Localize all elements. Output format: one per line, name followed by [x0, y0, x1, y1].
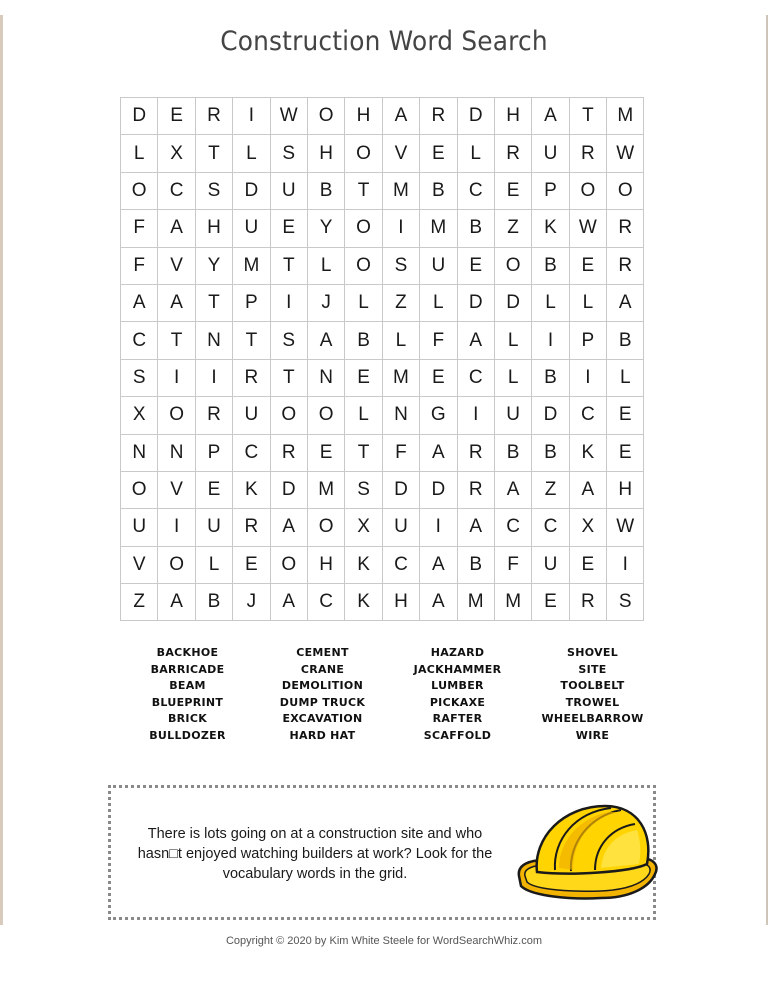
grid-cell[interactable]: R	[271, 435, 308, 472]
grid-cell[interactable]: W	[271, 98, 308, 135]
grid-cell[interactable]: V	[121, 547, 158, 584]
grid-cell[interactable]: L	[345, 285, 382, 322]
grid-cell[interactable]: Z	[121, 584, 158, 621]
grid-cell[interactable]: F	[383, 435, 420, 472]
grid-cell[interactable]: R	[495, 135, 532, 172]
grid-cell[interactable]: M	[458, 584, 495, 621]
grid-cell[interactable]: H	[383, 584, 420, 621]
grid-cell[interactable]: W	[607, 135, 644, 172]
grid-cell[interactable]: B	[532, 360, 569, 397]
grid-cell[interactable]: B	[420, 173, 457, 210]
grid-cell[interactable]: I	[570, 360, 607, 397]
grid-cell[interactable]: E	[570, 547, 607, 584]
grid-cell[interactable]: S	[271, 135, 308, 172]
grid-cell[interactable]: A	[458, 509, 495, 546]
grid-cell[interactable]: D	[420, 472, 457, 509]
page-border-left	[0, 15, 3, 925]
grid-cell[interactable]: R	[607, 210, 644, 247]
grid-cell[interactable]: R	[570, 135, 607, 172]
grid-cell[interactable]: S	[196, 173, 233, 210]
grid-cell[interactable]: A	[532, 98, 569, 135]
grid-cell[interactable]: O	[607, 173, 644, 210]
grid-cell[interactable]: I	[607, 547, 644, 584]
grid-cell[interactable]: S	[271, 322, 308, 359]
grid-cell[interactable]: K	[345, 547, 382, 584]
grid-cell[interactable]: O	[308, 397, 345, 434]
word-list-item: JACKHAMMER	[413, 662, 502, 676]
grid-cell[interactable]: D	[121, 98, 158, 135]
grid-cell[interactable]: X	[345, 509, 382, 546]
grid-cell[interactable]: L	[383, 322, 420, 359]
word-list-item: BARRICADE	[150, 662, 225, 676]
grid-cell[interactable]: T	[196, 285, 233, 322]
grid-cell[interactable]: U	[196, 509, 233, 546]
grid-cell[interactable]: M	[607, 98, 644, 135]
grid-cell[interactable]: E	[308, 435, 345, 472]
grid-cell[interactable]: J	[308, 285, 345, 322]
grid-cell[interactable]: V	[158, 472, 195, 509]
word-list-item: PICKAXE	[429, 695, 486, 709]
grid-cell[interactable]: O	[345, 135, 382, 172]
grid-cell[interactable]: B	[607, 322, 644, 359]
grid-cell[interactable]: C	[532, 509, 569, 546]
grid-cell[interactable]: H	[196, 210, 233, 247]
grid-cell[interactable]: K	[570, 435, 607, 472]
grid-cell[interactable]: O	[121, 173, 158, 210]
grid-cell[interactable]: N	[383, 397, 420, 434]
word-list-column	[390, 645, 525, 745]
grid-cell[interactable]: R	[420, 98, 457, 135]
grid-cell[interactable]: E	[495, 173, 532, 210]
grid-cell[interactable]: I	[196, 360, 233, 397]
grid-cell[interactable]: M	[383, 173, 420, 210]
info-text: There is lots going on at a construction site and who hasn□t enjoyed watching builders at work? Look for the vocabulary words in the grid.	[137, 826, 493, 882]
grid-cell[interactable]: M	[495, 584, 532, 621]
grid-cell[interactable]: I	[271, 285, 308, 322]
grid-cell[interactable]: M	[383, 360, 420, 397]
grid-cell[interactable]: T	[345, 435, 382, 472]
grid-cell[interactable]: A	[121, 285, 158, 322]
grid-cell[interactable]: D	[383, 472, 420, 509]
grid-cell[interactable]: U	[271, 173, 308, 210]
word-list-item: BEAM	[169, 679, 206, 693]
grid-cell[interactable]: O	[271, 547, 308, 584]
grid-cell[interactable]: K	[233, 472, 270, 509]
grid-cell[interactable]: L	[233, 135, 270, 172]
grid-cell[interactable]: U	[233, 397, 270, 434]
grid-cell[interactable]: T	[233, 322, 270, 359]
grid-cell[interactable]: U	[532, 135, 569, 172]
grid-cell[interactable]: X	[570, 509, 607, 546]
grid-cell[interactable]: C	[158, 173, 195, 210]
grid-cell[interactable]: U	[233, 210, 270, 247]
grid-cell[interactable]: A	[420, 584, 457, 621]
grid-cell[interactable]: F	[420, 322, 457, 359]
grid-cell[interactable]: A	[607, 285, 644, 322]
grid-cell[interactable]: E	[458, 248, 495, 285]
grid-cell[interactable]: V	[158, 248, 195, 285]
grid-cell[interactable]: M	[233, 248, 270, 285]
word-list-item: BLUEPRINT	[151, 695, 224, 709]
grid-cell[interactable]: P	[196, 435, 233, 472]
grid-cell[interactable]: Y	[308, 210, 345, 247]
grid-cell[interactable]: A	[495, 472, 532, 509]
grid-cell[interactable]: R	[233, 509, 270, 546]
grid-cell[interactable]: E	[233, 547, 270, 584]
grid-cell[interactable]: C	[383, 547, 420, 584]
grid-cell[interactable]: A	[158, 285, 195, 322]
grid-cell[interactable]: U	[532, 547, 569, 584]
word-list-item: CEMENT	[296, 646, 349, 659]
grid-cell[interactable]: L	[495, 322, 532, 359]
grid-cell[interactable]: C	[458, 360, 495, 397]
word-list	[120, 645, 660, 745]
word-list-column	[255, 645, 390, 745]
grid-cell[interactable]: O	[345, 248, 382, 285]
grid-cell[interactable]: O	[271, 397, 308, 434]
grid-cell[interactable]: L	[458, 135, 495, 172]
word-list-item: SHOVEL	[566, 646, 619, 659]
grid-cell[interactable]: E	[345, 360, 382, 397]
word-list-item: HARD HAT	[289, 728, 356, 742]
word-list-item: LUMBER	[431, 679, 484, 693]
word-list-item: TOOLBELT	[560, 679, 625, 693]
word-list-item: BACKHOE	[156, 646, 219, 659]
grid-cell[interactable]: L	[308, 248, 345, 285]
grid-cell[interactable]: B	[532, 248, 569, 285]
grid-cell[interactable]: O	[158, 397, 195, 434]
grid-cell[interactable]: N	[158, 435, 195, 472]
grid-cell[interactable]: L	[570, 285, 607, 322]
grid-cell[interactable]: F	[495, 547, 532, 584]
grid-cell[interactable]: E	[607, 435, 644, 472]
grid-cell[interactable]: E	[532, 584, 569, 621]
grid-cell[interactable]: T	[570, 98, 607, 135]
grid-cell[interactable]: H	[495, 98, 532, 135]
grid-cell[interactable]: M	[420, 210, 457, 247]
grid-cell[interactable]: L	[121, 135, 158, 172]
grid-cell[interactable]: O	[308, 509, 345, 546]
grid-cell[interactable]: U	[420, 248, 457, 285]
grid-cell[interactable]: T	[158, 322, 195, 359]
grid-cell[interactable]: C	[570, 397, 607, 434]
grid-cell[interactable]: Z	[383, 285, 420, 322]
grid-cell[interactable]: B	[458, 210, 495, 247]
grid-cell[interactable]: R	[607, 248, 644, 285]
grid-cell[interactable]: L	[607, 360, 644, 397]
grid-cell[interactable]: I	[383, 210, 420, 247]
info-box	[108, 785, 656, 920]
grid-cell[interactable]: R	[458, 435, 495, 472]
grid-cell[interactable]: P	[570, 322, 607, 359]
grid-cell[interactable]: R	[458, 472, 495, 509]
grid-cell[interactable]: L	[495, 360, 532, 397]
word-list-item: RAFTER	[432, 712, 483, 726]
grid-cell[interactable]: N	[196, 322, 233, 359]
grid-cell[interactable]: A	[158, 584, 195, 621]
word-search-grid	[120, 97, 644, 621]
grid-cell[interactable]: A	[271, 509, 308, 546]
grid-cell[interactable]: B	[495, 435, 532, 472]
grid-cell[interactable]: O	[308, 98, 345, 135]
grid-cell[interactable]: E	[196, 472, 233, 509]
grid-cell[interactable]: L	[345, 397, 382, 434]
grid-cell[interactable]: O	[345, 210, 382, 247]
grid-cell[interactable]: L	[420, 285, 457, 322]
grid-cell[interactable]: H	[308, 547, 345, 584]
word-list-item: BULLDOZER	[149, 728, 226, 742]
grid-cell[interactable]: C	[121, 322, 158, 359]
grid-cell[interactable]: A	[308, 322, 345, 359]
grid-cell[interactable]: D	[233, 173, 270, 210]
grid-cell[interactable]: I	[158, 360, 195, 397]
grid-cell[interactable]: X	[158, 135, 195, 172]
word-list-item: SITE	[578, 662, 607, 676]
grid-cell[interactable]: Z	[532, 472, 569, 509]
grid-cell[interactable]: W	[570, 210, 607, 247]
grid-cell[interactable]: S	[607, 584, 644, 621]
grid-cell[interactable]: I	[158, 509, 195, 546]
grid-cell[interactable]: T	[271, 248, 308, 285]
word-list-column	[120, 645, 255, 745]
grid-cell[interactable]: O	[570, 173, 607, 210]
grid-cell[interactable]: D	[532, 397, 569, 434]
grid-cell[interactable]: Z	[495, 210, 532, 247]
grid-cell[interactable]: D	[271, 472, 308, 509]
grid-cell[interactable]: L	[532, 285, 569, 322]
grid-cell[interactable]: I	[532, 322, 569, 359]
grid-cell[interactable]: O	[121, 472, 158, 509]
grid-cell[interactable]: I	[233, 98, 270, 135]
grid-cell[interactable]: B	[345, 322, 382, 359]
grid-cell[interactable]: F	[121, 210, 158, 247]
word-list-item: CRANE	[300, 662, 345, 676]
grid-cell[interactable]: D	[458, 98, 495, 135]
grid-cell[interactable]: C	[308, 584, 345, 621]
grid-cell[interactable]: R	[570, 584, 607, 621]
grid-cell[interactable]: C	[495, 509, 532, 546]
word-list-item: HAZARD	[430, 646, 485, 659]
grid-cell[interactable]: B	[458, 547, 495, 584]
word-list-item: EXCAVATION	[282, 712, 363, 726]
copyright-footer: Copyright © 2020 by Kim White Steele for WordSearchWhiz.com	[225, 935, 543, 947]
grid-cell[interactable]: R	[233, 360, 270, 397]
page-title: Construction Word Search	[220, 26, 548, 57]
grid-cell[interactable]: I	[458, 397, 495, 434]
grid-cell[interactable]: T	[196, 135, 233, 172]
grid-cell[interactable]: D	[458, 285, 495, 322]
grid-cell[interactable]: F	[121, 248, 158, 285]
grid-cell[interactable]: K	[532, 210, 569, 247]
grid-cell[interactable]: A	[420, 547, 457, 584]
grid-cell[interactable]: C	[458, 173, 495, 210]
grid-cell[interactable]: D	[495, 285, 532, 322]
grid-cell[interactable]: H	[308, 135, 345, 172]
grid-cell[interactable]: R	[196, 98, 233, 135]
grid-cell[interactable]: H	[345, 98, 382, 135]
word-list-item: TROWEL	[565, 695, 620, 709]
hard-hat-icon	[511, 798, 661, 908]
grid-cell[interactable]: E	[570, 248, 607, 285]
word-list-item: DUMP TRUCK	[279, 695, 366, 709]
grid-cell[interactable]: A	[570, 472, 607, 509]
grid-cell[interactable]: S	[345, 472, 382, 509]
grid-cell[interactable]: O	[158, 547, 195, 584]
word-list-item: DEMOLITION	[281, 679, 364, 693]
grid-cell[interactable]: E	[158, 98, 195, 135]
grid-cell[interactable]: S	[121, 360, 158, 397]
grid-cell[interactable]: A	[458, 322, 495, 359]
grid-cell[interactable]: H	[607, 472, 644, 509]
word-list-item: WHEELBARROW	[541, 712, 644, 726]
grid-cell[interactable]: Y	[196, 248, 233, 285]
grid-cell[interactable]: G	[420, 397, 457, 434]
grid-cell[interactable]: N	[121, 435, 158, 472]
grid-cell[interactable]: U	[121, 509, 158, 546]
grid-cell[interactable]: E	[271, 210, 308, 247]
grid-cell[interactable]: P	[532, 173, 569, 210]
grid-cell[interactable]: J	[233, 584, 270, 621]
grid-cell[interactable]: E	[420, 135, 457, 172]
grid-cell[interactable]: P	[233, 285, 270, 322]
grid-cell[interactable]: X	[121, 397, 158, 434]
word-list-item: SCAFFOLD	[423, 728, 492, 742]
grid-cell[interactable]: T	[271, 360, 308, 397]
grid-cell[interactable]: N	[308, 360, 345, 397]
grid-cell[interactable]: B	[308, 173, 345, 210]
grid-cell[interactable]: U	[383, 509, 420, 546]
grid-cell[interactable]: M	[308, 472, 345, 509]
grid-cell[interactable]: L	[196, 547, 233, 584]
grid-cell[interactable]: A	[383, 98, 420, 135]
grid-cell[interactable]: B	[532, 435, 569, 472]
grid-cell[interactable]: O	[495, 248, 532, 285]
grid-cell[interactable]: E	[607, 397, 644, 434]
grid-cell[interactable]: T	[345, 173, 382, 210]
word-list-item: WIRE	[575, 728, 610, 742]
word-list-column	[525, 645, 660, 745]
grid-cell[interactable]: S	[383, 248, 420, 285]
grid-cell[interactable]: V	[383, 135, 420, 172]
grid-cell[interactable]: R	[196, 397, 233, 434]
word-list-item: BRICK	[167, 712, 208, 726]
grid-cell[interactable]: A	[158, 210, 195, 247]
grid-cell[interactable]: E	[420, 360, 457, 397]
grid-cell[interactable]: I	[420, 509, 457, 546]
grid-cell[interactable]: W	[607, 509, 644, 546]
grid-cell[interactable]: U	[495, 397, 532, 434]
grid-cell[interactable]: A	[420, 435, 457, 472]
grid-cell[interactable]: K	[345, 584, 382, 621]
grid-cell[interactable]: C	[233, 435, 270, 472]
grid-cell[interactable]: A	[271, 584, 308, 621]
grid-cell[interactable]: B	[196, 584, 233, 621]
